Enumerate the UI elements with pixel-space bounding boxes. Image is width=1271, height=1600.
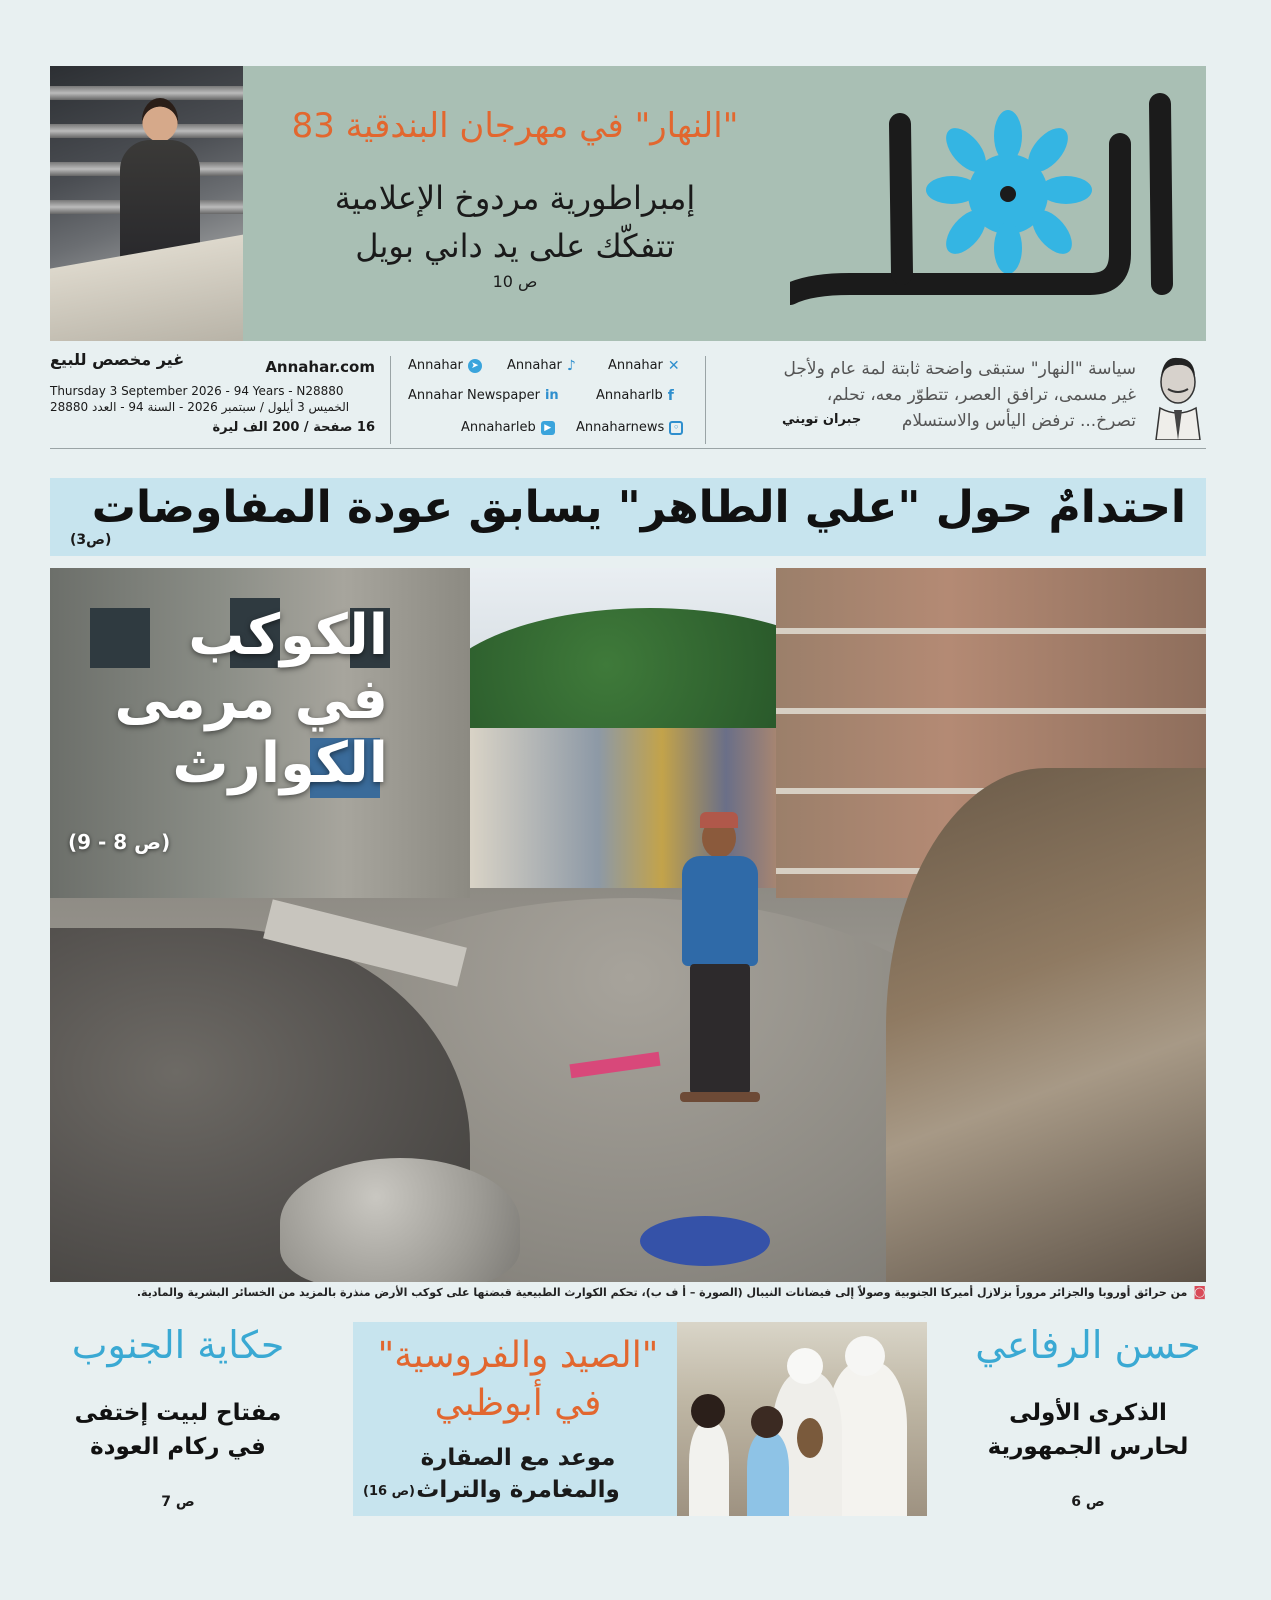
teaser-kicker: "الصيد والفروسية" في أبوظبي [377,1335,659,1424]
facebook-link[interactable]: Annaharlb f [596,387,674,404]
main-headline[interactable]: احتدامٌ حول "علي الطاهر" يسابق عودة المفاوضات [91,482,1186,533]
teaser-headline: مفتاح لبيت إختفى في ركام العودة [74,1400,282,1460]
divider [705,356,706,444]
masthead-photo [50,66,243,341]
instagram-icon: ◦ [669,421,683,435]
teaser-abudhabi[interactable] [353,1322,927,1516]
x-link[interactable]: Annahar ✕ [608,357,680,374]
hero-title[interactable]: الكوكب في مرمى الكوارث [114,603,388,796]
teaser-rifai[interactable] [948,1320,1228,1510]
teaser-page-ref: ص 6 [1071,1494,1105,1510]
quote-author: جبران تويني [782,412,862,427]
x-icon: ✕ [667,357,680,374]
youtube-link[interactable]: Annaharleb ▶ [461,420,555,435]
not-for-sale-label: غير مخصص للبيع [50,350,185,369]
teaser-south[interactable] [38,1320,318,1510]
masthead-kicker[interactable]: "النهار" في مهرجان البندقية 83 [291,106,739,146]
masthead-headline[interactable]: إمبراطورية مردوخ الإعلامية تتفكّك على يد داني بويل [334,179,696,265]
linkedin-icon: in [544,388,559,403]
info-strip [50,350,1206,450]
teaser-headline: الذكرى الأولى لحارس الجمهورية [987,1400,1189,1460]
website-link[interactable]: Annahar.com [265,358,375,376]
teaser-kicker: حسن الرفاعي [975,1323,1201,1367]
instagram-link[interactable]: Annaharnews ◦ [576,420,683,435]
teaser-page-ref: ص 7 [161,1494,195,1510]
teaser-page-ref: (ص 16) [363,1484,416,1499]
founder-quote [730,350,1206,448]
falconry-photo [677,1322,927,1516]
hero-photo[interactable] [50,568,1206,1282]
youtube-icon: ▶ [541,421,555,435]
hero-caption: ◙من حرائق أوروبا والجزائر مروراً بزلازل أميركا الجنوبية وصولاً إلى فيضانات النيبال (الصورة – أ ف ب)، تحكم الكوارث الطبيعية قبضتها على كوكب الأرض منذرة بالمزيد من الخسائر البشرية والمادية. [136,1285,1206,1300]
linkedin-link[interactable]: Annahar Newspaper in [408,388,559,403]
teaser-headline: موعد مع الصقارة والمغامرة والتراث [416,1445,620,1503]
price-label: 16 صفحة / 200 الف ليرة [212,420,375,435]
divider [390,356,391,444]
social-links [402,350,692,448]
teaser-kicker: حكاية الجنوب [71,1323,285,1367]
tiktok-link[interactable]: Annahar ♪ [507,357,576,374]
camera-icon: ◙ [1193,1285,1206,1300]
main-headline-box[interactable] [50,478,1206,556]
facebook-icon: f [667,387,674,404]
telegram-link[interactable]: Annahar ➤ [408,358,482,373]
masthead-page-ref: ص 10 [492,272,538,291]
tiktok-icon: ♪ [566,357,576,374]
date-arabic: الخميس 3 أيلول / سبتمبر 2026 - السنة 94 - العدد 28880 [50,400,350,414]
flood-survivor-figure [670,818,770,1128]
author-portrait [1150,352,1206,440]
masthead [50,66,1206,341]
telegram-icon: ➤ [468,359,482,373]
annahar-logo [790,84,1190,324]
main-headline-page-ref: (ص3) [70,532,112,548]
date-english: Thursday 3 September 2026 - 94 Years - N28880 [50,384,344,398]
hero-page-ref: (ص 8 - 9) [68,830,171,854]
quote-text: سياسة "النهار" ستبقى واضحة ثابتة لمة عام ولأجل غير مسمى، ترافق العصر، تتطوّر معه، تحلم، تصرخ... ترفض اليأس والاستسلام [783,359,1136,431]
